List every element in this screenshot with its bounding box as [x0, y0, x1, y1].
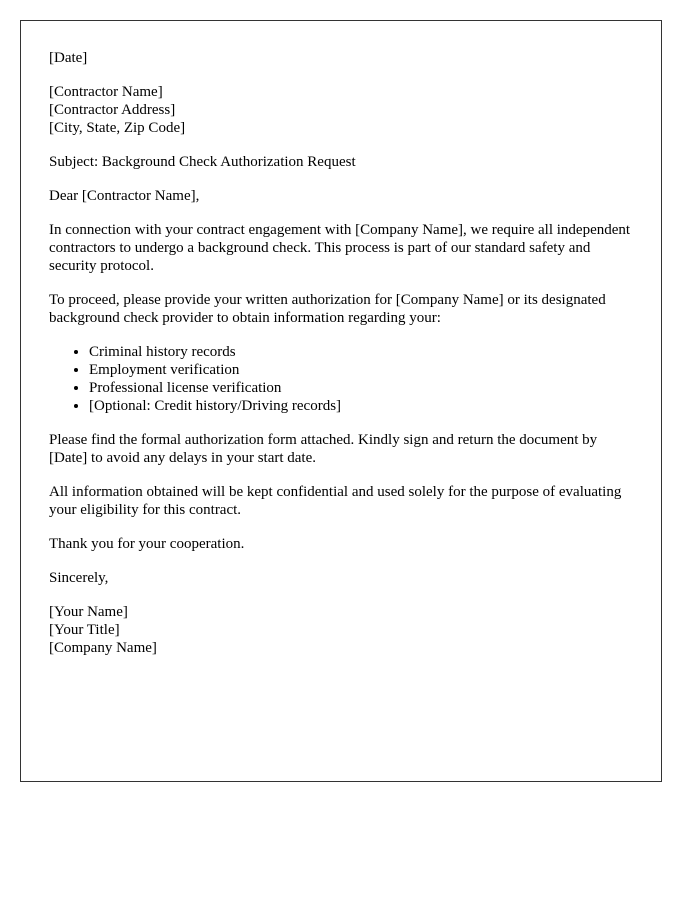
sender-title: [Your Title]	[49, 622, 120, 638]
body-paragraph: All information obtained will be kept confidential and used solely for the purpose of evaluating your eligibility for this contract.	[49, 484, 622, 518]
body-paragraph: Thank you for your cooperation.	[49, 536, 245, 552]
recipient-block	[49, 83, 633, 137]
list-item: • Criminal history records	[89, 343, 633, 361]
body-paragraph: To proceed, please provide your written authorization for [Company Name] or its designated background check provider to obtain information regarding your:	[49, 292, 606, 326]
list-item: • Employment verification	[89, 361, 633, 379]
salutation: Dear [Contractor Name],	[49, 188, 200, 204]
sender-block	[49, 603, 633, 657]
list-item: • Professional license verification	[89, 379, 633, 397]
body-paragraph: Please find the formal authorization form attached. Kindly sign and return the document by [Date] to avoid any delays in your start date.	[49, 432, 598, 466]
checks-list	[49, 343, 633, 415]
recipient-name: [Contractor Name]	[49, 84, 163, 100]
date: [Date]	[49, 50, 88, 66]
signoff: Sincerely,	[49, 570, 109, 586]
recipient-city: [City, State, Zip Code]	[49, 120, 186, 136]
list-item: • [Optional: Credit history/Driving records]	[89, 397, 633, 415]
sender-name: [Your Name]	[49, 604, 128, 620]
body-paragraph: In connection with your contract engagement with [Company Name], we require all independent contractors to undergo a background check. This process is part of our standard safety and security protocol.	[49, 222, 631, 274]
letter	[20, 20, 662, 782]
sender-company: [Company Name]	[49, 640, 157, 656]
recipient-address: [Contractor Address]	[49, 102, 176, 118]
subject: Subject: Background Check Authorization Request	[49, 154, 356, 170]
